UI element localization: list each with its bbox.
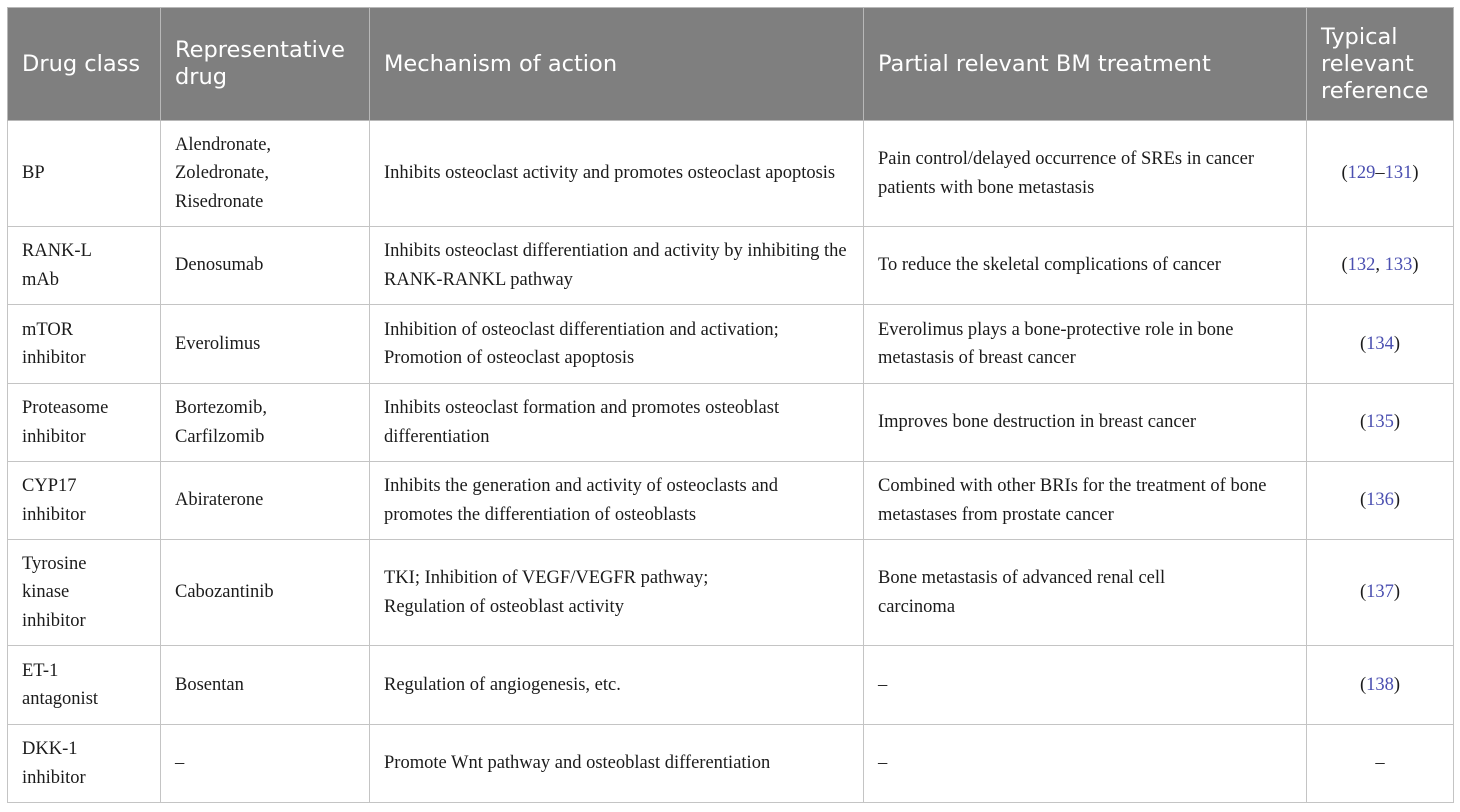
header-mechanism: Mechanism of action <box>370 8 864 121</box>
header-treatment: Partial relevant BM treatment <box>864 8 1307 121</box>
cell-drug-class-text: RANK-L mAb <box>22 241 92 290</box>
cell-treatment <box>864 540 1307 646</box>
table-header <box>8 8 1454 121</box>
cell-drug: Bosentan <box>161 646 370 725</box>
cell-drug-class-text: DKK-1 inhibitor <box>22 739 86 788</box>
cell-reference <box>1307 305 1454 384</box>
reference-link[interactable]: 134 <box>1366 333 1394 354</box>
cell-mechanism: Regulation of angiogenesis, etc. <box>370 646 864 725</box>
table-row <box>8 384 1454 462</box>
ref-paren-close: ) <box>1393 674 1401 695</box>
header-drug-class: Drug class <box>8 8 161 121</box>
cell-reference <box>1307 646 1454 725</box>
cell-reference <box>1307 540 1454 646</box>
cell-mechanism-text: TKI; Inhibition of VEGF/VEGFR pathway; Regulation of osteoblast activity <box>384 568 709 617</box>
cell-treatment-text: Bone metastasis of advanced renal cell carcinoma <box>878 568 1166 617</box>
cell-mechanism: Inhibits osteoclast differentiation and activity by inhibiting the RANK-RANKL pathway <box>370 227 864 305</box>
table-row <box>8 540 1454 646</box>
reference-link[interactable]: 133 <box>1384 255 1413 276</box>
cell-drug-class <box>8 540 161 646</box>
cell-reference <box>1307 227 1454 305</box>
header-reference-label: Typical relevant reference <box>1321 23 1429 104</box>
ref-paren-close: ) <box>1393 490 1401 511</box>
ref-paren-close: ) <box>1393 412 1401 433</box>
ref-paren-close: ) <box>1412 255 1419 276</box>
cell-drug: Denosumab <box>161 227 370 305</box>
cell-drug: Abiraterone <box>161 462 370 540</box>
cell-drug-text: Alendronate, Zoledronate, Risedronate <box>175 134 272 212</box>
cell-treatment: Pain control/delayed occurrence of SREs in cancer patients with bone metastasis <box>864 121 1307 227</box>
ref-separator: , <box>1375 255 1385 276</box>
cell-reference <box>1307 384 1454 462</box>
ref-paren-open: ( <box>1359 490 1367 511</box>
cell-treatment: Everolimus plays a bone-protective role in bone metastasis of breast cancer <box>864 305 1307 384</box>
cell-drug-class <box>8 305 161 384</box>
ref-paren-open: ( <box>1341 163 1348 184</box>
table-row <box>8 121 1454 227</box>
cell-treatment: – <box>864 725 1307 803</box>
cell-drug <box>161 384 370 462</box>
cell-drug <box>161 121 370 227</box>
cell-drug-class <box>8 646 161 725</box>
cell-drug-class-text: mTOR inhibitor <box>22 319 86 368</box>
cell-mechanism: Inhibits the generation and activity of osteoclasts and promotes the differentiation of osteoblasts <box>370 462 864 540</box>
cell-drug-class-text: CYP17 inhibitor <box>22 476 86 525</box>
cell-mechanism: Inhibits osteoclast activity and promotes osteoclast apoptosis <box>370 121 864 227</box>
header-reference <box>1307 8 1454 121</box>
cell-treatment: To reduce the skeletal complications of cancer <box>864 227 1307 305</box>
ref-paren-close: ) <box>1393 582 1401 603</box>
cell-mechanism <box>370 540 864 646</box>
cell-reference <box>1307 462 1454 540</box>
cell-drug-class: Proteasome inhibitor <box>8 384 161 462</box>
table-row <box>8 646 1454 725</box>
ref-paren-open: ( <box>1341 255 1348 276</box>
table-row <box>8 725 1454 803</box>
cell-treatment: Combined with other BRIs for the treatment of bone metastases from prostate cancer <box>864 462 1307 540</box>
reference-link[interactable]: 132 <box>1347 255 1376 276</box>
cell-drug: Cabozantinib <box>161 540 370 646</box>
cell-reference <box>1307 121 1454 227</box>
cell-reference: – <box>1307 725 1454 803</box>
reference-link[interactable]: 131 <box>1384 163 1413 184</box>
table-container <box>7 7 1453 803</box>
header-row <box>8 8 1454 121</box>
cell-drug-class <box>8 227 161 305</box>
cell-drug: – <box>161 725 370 803</box>
ref-paren-close: ) <box>1393 333 1401 354</box>
header-representative-drug <box>161 8 370 121</box>
drug-table <box>7 7 1454 803</box>
table-row <box>8 462 1454 540</box>
cell-drug-class-text: Tyrosine kinase inhibitor <box>22 553 87 631</box>
cell-drug-class: BP <box>8 121 161 227</box>
reference-link[interactable]: 135 <box>1366 412 1394 433</box>
ref-paren-open: ( <box>1359 412 1367 433</box>
cell-treatment: Improves bone destruction in breast cancer <box>864 384 1307 462</box>
cell-drug-text: Bortezomib, Carfilzomib <box>175 398 267 447</box>
header-representative-drug-label: Representative drug <box>175 37 346 90</box>
cell-mechanism: Promote Wnt pathway and osteoblast differentiation <box>370 725 864 803</box>
ref-separator: – <box>1375 163 1385 184</box>
cell-drug-class <box>8 725 161 803</box>
table-row <box>8 227 1454 305</box>
cell-drug-class-text: ET-1 antagonist <box>22 660 99 709</box>
cell-drug: Everolimus <box>161 305 370 384</box>
table-body <box>8 121 1454 803</box>
ref-paren-open: ( <box>1359 582 1367 603</box>
table-row <box>8 305 1454 384</box>
reference-link[interactable]: 136 <box>1366 490 1394 511</box>
cell-mechanism: Inhibits osteoclast formation and promotes osteoblast differentiation <box>370 384 864 462</box>
reference-link[interactable]: 138 <box>1366 674 1394 695</box>
ref-paren-open: ( <box>1359 333 1367 354</box>
reference-link[interactable]: 137 <box>1366 582 1394 603</box>
cell-mechanism: Inhibition of osteoclast differentiation and activation; Promotion of osteoclast apoptosis <box>370 305 864 384</box>
ref-paren-close: ) <box>1412 163 1419 184</box>
ref-paren-open: ( <box>1359 674 1367 695</box>
cell-treatment: – <box>864 646 1307 725</box>
cell-drug-class <box>8 462 161 540</box>
reference-link[interactable]: 129 <box>1347 163 1376 184</box>
